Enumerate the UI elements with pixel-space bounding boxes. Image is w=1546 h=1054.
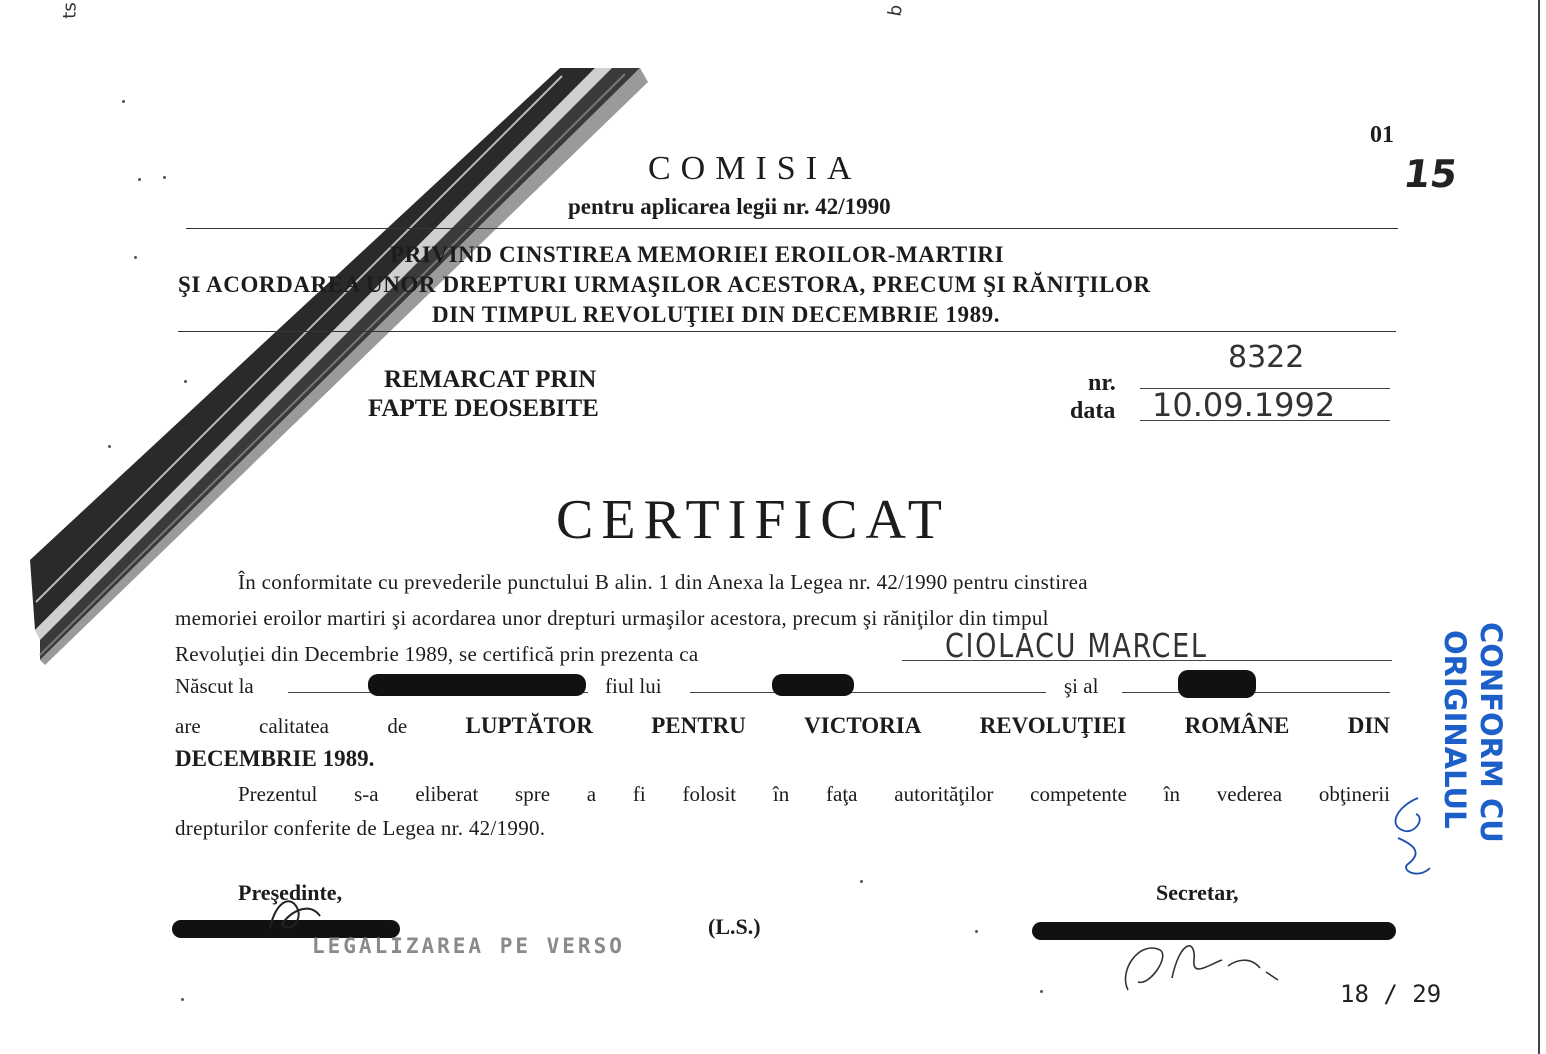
body-p1-line-2: memoriei eroilor martiri şi acordarea unor drepturi urmaşilor acestora, precum şi răniţilor din timpul [175,606,1049,630]
has-label: are [175,714,201,738]
law-line-1: PRIVIND CINSTIREA MEMORIEI EROILOR-MARTIRI [390,242,1005,267]
header-rule-top [186,228,1398,229]
president-signature [262,890,332,940]
reg-date-line [1140,420,1390,421]
body-p2-line-1: Prezentul s-a eliberat spre a fi folosit în faţa autorităţilor competente în vederea obţinerii [238,782,1390,806]
ls-seal-label: (L.S.) [708,914,761,939]
law-line-3: DIN TIMPUL REVOLUŢIEI DIN DECEMBRIE 1989. [432,302,1001,327]
president-label: Preşedinte, [238,880,343,905]
secretary-signature [1110,920,1290,1000]
margin-scribble-left: ts [59,2,81,19]
legalizare-stamp: LEGALIZAREA PE VERSO [312,934,625,958]
commission-title: COMISIA [648,150,862,187]
secretary-label: Secretar, [1156,880,1239,905]
quality-line [175,712,1390,740]
remark-line-1: REMARCAT PRIN [384,366,597,393]
body-p1-line-1: În conformitate cu prevederile punctului B alin. 1 din Anexa la Legea nr. 42/1990 pentru cinstirea [238,570,1088,594]
quality-line-2: DECEMBRIE 1989. [175,746,375,771]
and-label: şi al [1064,674,1099,698]
reg-date-value: 10.09.1992 [1152,386,1336,424]
quality-word-4: REVOLUŢIEI [979,713,1127,738]
conform-stamp-line-1: CONFORM CU [1474,622,1508,843]
header-rule-bottom [178,331,1396,332]
diagonal-mourning-band [0,0,700,700]
mother-line [1122,692,1390,693]
body-p2-line-2: drepturilor conferite de Legea nr. 42/1990. [175,816,546,840]
reg-date-label: data [1070,398,1116,424]
quality-word-1: LUPTĂTOR [465,713,593,738]
remark-line-2: FAPTE DEOSEBITE [368,395,599,422]
handwritten-page-number: 15 [1400,152,1460,196]
redaction-birthplace [368,674,586,696]
quality-word-2: PENTRU [651,713,746,738]
blue-initials-signature [1378,788,1448,888]
quality-word-6: DIN [1347,713,1390,738]
father-line [690,692,1046,693]
quality-word-3: VICTORIA [804,713,922,738]
law-line-2: ŞI ACORDAREA UNOR DREPTURI URMAŞILOR ACESTORA, PRECUM ŞI RĂNIŢILOR [178,272,1151,297]
redaction-mother [1178,670,1256,698]
scan-right-edge [1538,0,1540,1054]
reg-nr-label: nr. [1088,370,1116,396]
page-code: 01 [1370,122,1394,148]
margin-scribble-center: b [884,3,908,18]
reg-nr-value: 8322 [1228,340,1305,375]
body-p1-line-3: Revoluţiei din Decembrie 1989, se certifică prin prezenta ca [175,642,699,666]
quality-label: calitatea [259,714,329,738]
certificate-title: CERTIFICAT [556,489,950,551]
son-label: fiul lui [605,674,662,698]
commission-subtitle: pentru aplicarea legii nr. 42/1990 [568,194,891,219]
holder-name: CIOLACU MARCEL [945,626,1208,665]
conform-stamp-line-2: ORIGINALUL [1438,630,1472,829]
quality-word-5: ROMÂNE [1184,713,1290,738]
of-label: de [387,714,408,738]
page-counter: 18 / 29 [1340,980,1442,1008]
born-label: Născut la [175,674,254,698]
redaction-father [772,674,854,696]
